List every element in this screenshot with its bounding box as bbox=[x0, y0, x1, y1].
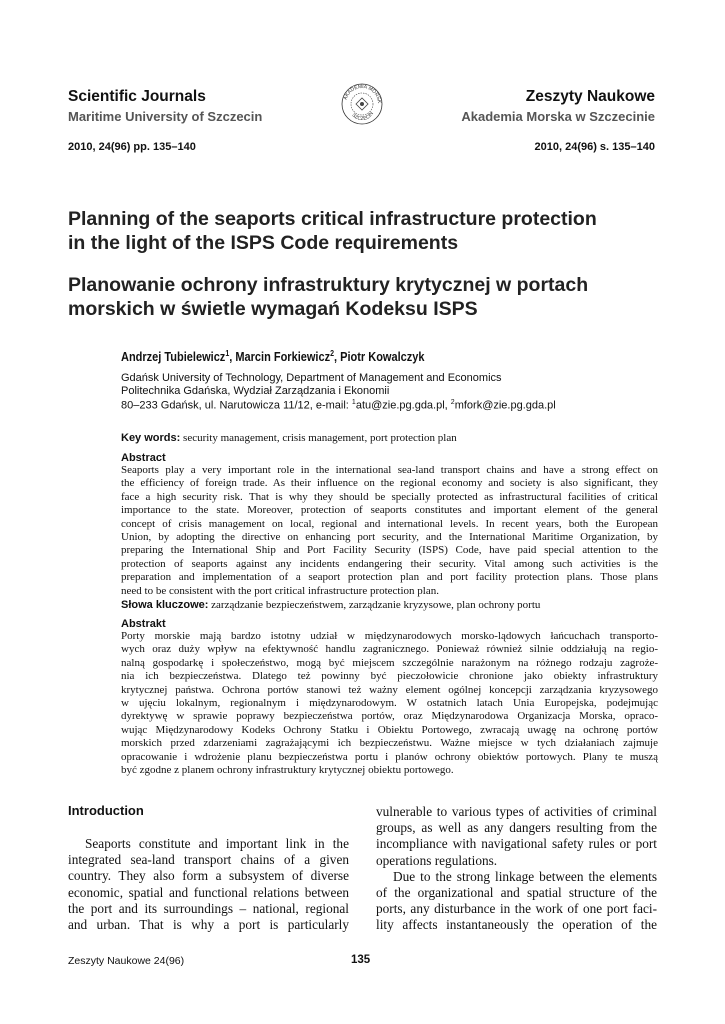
abstrakt-line: krytycznej państwa. Ochrona portów stanowi też ważny element ogólnej koncepcji zarządzania kryzysowego bbox=[121, 683, 658, 696]
author-name: Andrzej Tubielewicz bbox=[121, 350, 226, 365]
paper-title-pl bbox=[68, 273, 658, 321]
authors bbox=[121, 349, 425, 364]
intro-line: vulnerable to various types of activities of criminal bbox=[376, 804, 657, 819]
affiliation bbox=[121, 372, 556, 412]
intro-line: lity affects instantaneously the operation of the bbox=[376, 917, 657, 933]
keywords-pl-text: zarządzanie bezpieczeństwem, zarządzanie kryzysowe, plan ochrony portu bbox=[208, 599, 541, 611]
affiliation-line bbox=[121, 397, 556, 412]
seal-top-text: AKADEMIA MORSK bbox=[342, 83, 383, 104]
author-separator: , bbox=[229, 350, 236, 365]
abstract-line: the efficiency of foreign trade. As their influence on the regional economy and society is also significant, they bbox=[121, 477, 658, 490]
keywords bbox=[121, 432, 457, 444]
affiliation-address: 80–233 Gdańsk, ul. Narutowicza 11/12, e-mail: bbox=[121, 399, 352, 412]
abstrakt-line: morskich przed zdarzeniami zagrażającymi ich bezpieczeństwu. Ważne miejsce w tych działaniach zajmuje bbox=[121, 737, 658, 750]
university-seal bbox=[340, 82, 384, 126]
author-separator: , bbox=[334, 350, 341, 365]
keywords-pl-label: Słowa kluczowe: bbox=[121, 599, 209, 611]
abstrakt-heading: Abstrakt bbox=[121, 618, 166, 630]
abstract-line: protection of seaports against any incidents endangering their security. Vital among such activities is the bbox=[121, 557, 658, 570]
section-heading-introduction: Introduction bbox=[68, 803, 144, 818]
intro-left-column bbox=[68, 836, 349, 933]
title-pl-line: morskich w świetle wymagań Kodeksu ISPS bbox=[68, 298, 478, 320]
email-link[interactable]: atu@zie.pg.gda.pl, bbox=[355, 399, 451, 412]
intro-line: integrated sea-land transport chains of a given bbox=[68, 852, 349, 868]
paper-title-en bbox=[68, 207, 658, 255]
abstrakt-line: Porty morskie mają bardzo istotny udział w międzynarodowych morsko-lądowych łańcuchach transporto- bbox=[121, 630, 658, 642]
abstract-line: Union, by adopting the directive on enhancing port security, and the International Maritime Organization, by bbox=[121, 531, 658, 544]
email-mark: 1 bbox=[351, 399, 356, 406]
page-number: 135 bbox=[351, 954, 371, 966]
intro-line: groups, as well as any dangers resulting from the bbox=[376, 820, 657, 836]
abstract-line: Seaports play a very important role in the international sea-land transport chains and have a strong effect on bbox=[121, 464, 658, 476]
abstrakt-line: wując Międzynarodowy Kodeks Ochrony Statku i Obiektu Portowego, zwracają uwagę na ochronę portów bbox=[121, 723, 658, 736]
abstrakt-line: nia ich bezpieczeństwa. Dlatego też powinny być pieczołowicie chronione jako obiekty infrastruktury bbox=[121, 670, 658, 683]
author-affil-mark: 1 bbox=[225, 349, 230, 358]
intro-line: incompliance with navigational safety rules or port bbox=[376, 836, 657, 852]
author-name: Marcin Forkiewicz bbox=[235, 350, 331, 365]
header-journal-title-en: Scientific Journals bbox=[68, 88, 206, 105]
abstract-line: concept of crisis management on local, regional and international levels. In recent years, both the European bbox=[121, 517, 658, 530]
intro-line: of the organizational and spatial structure of the bbox=[376, 885, 657, 901]
intro-line: operations regulations. bbox=[376, 852, 498, 868]
author-name: Piotr Kowalczyk bbox=[340, 350, 425, 365]
abstract-heading: Abstract bbox=[121, 452, 166, 464]
affiliation-line: Gdańsk University of Technology, Department of Management and Economics bbox=[121, 372, 502, 384]
intro-line: and urban. That is why a port is particularly bbox=[68, 917, 349, 933]
abstract-line: importance to the state. Moreover, protection of seaports constitutes and important element of the general bbox=[121, 504, 658, 517]
title-en-line: Planning of the seaports critical infrastructure protection bbox=[68, 208, 597, 230]
abstrakt-body bbox=[121, 630, 658, 777]
intro-line: Seaports constitute and important link in the bbox=[85, 836, 349, 851]
title-en-line: in the light of the ISPS Code requirements bbox=[68, 232, 459, 254]
email-mark: 2 bbox=[450, 399, 455, 406]
header-publisher-pl: Akademia Morska w Szczecinie bbox=[461, 109, 655, 124]
header-journal-title-pl: Zeszyty Naukowe bbox=[525, 88, 655, 105]
intro-line: Due to the strong linkage between the elements bbox=[393, 868, 657, 884]
seal-bottom-text: SZCZECIN bbox=[350, 110, 376, 123]
keywords-pl bbox=[121, 599, 540, 611]
header-publisher-en: Maritime University of Szczecin bbox=[68, 109, 263, 124]
keywords-text: security management, crisis management, port protection plan bbox=[180, 432, 457, 444]
citation-pl: 2010, 24(96) s. 135–140 bbox=[534, 141, 655, 153]
intro-line: economic, spatial and functional relations between bbox=[68, 884, 349, 900]
abstract-line: preparation and implementation of a seaport protection plan and port facility protection plans. Those plans bbox=[121, 571, 658, 584]
abstrakt-line: być zgodne z planem ochrony infrastruktury krytycznej obiektu portowego. bbox=[121, 764, 454, 777]
intro-line: country. They also form a subsystem of diverse bbox=[68, 868, 349, 884]
footer-journal: Zeszyty Naukowe 24(96) bbox=[68, 955, 185, 967]
abstract-line: need to be consistent with the port critical infrastructure protection plan. bbox=[121, 584, 439, 597]
abstract-body bbox=[121, 464, 658, 598]
intro-right-column bbox=[376, 804, 657, 934]
intro-line: the port and its surroundings – national, regional bbox=[68, 900, 349, 916]
abstract-line: preparing the International Ship and Port Facility Security (ISPS) Code, have paid special attention to the bbox=[121, 544, 658, 557]
citation-en: 2010, 24(96) pp. 135–140 bbox=[68, 141, 196, 153]
svg-text:SZCZECIN bbox=[351, 111, 376, 122]
abstrakt-line: dyrektywę w sprawie poprawy bezpieczeństwa portów, oraz Międzynarodowa Organizacja Morska, opraco- bbox=[121, 710, 658, 723]
keywords-label: Key words: bbox=[121, 432, 181, 444]
intro-line: ports, any disturbance in the work of one port faci- bbox=[376, 901, 657, 917]
abstrakt-line: wych oraz duży wpływ na efektywność handlu zagranicznego. Ponieważ również silnie oddziałują na regio- bbox=[121, 643, 658, 656]
title-pl-line: Planowanie ochrony infrastruktury krytycznej w portach bbox=[68, 274, 589, 296]
abstract-line: face a high security risk. That is why they should be specially protected as infrastructural facilities of critical bbox=[121, 490, 658, 503]
abstrakt-line: nalną gospodarkę i społeczeństwo, mogą być miejscem szczególnie narażonym na różnego rodzaju zagroże- bbox=[121, 656, 658, 669]
abstrakt-line: w ujęciu lokalnym, regionalnym i międzynarodowym. W ostatnich latach Unia Europejska, podejmując bbox=[121, 697, 658, 710]
abstrakt-line: opracowanie i wdrożenie planu bezpieczeństwa portu i planów ochrony obiektów portowych. Plany te muszą bbox=[121, 750, 658, 763]
author-affil-mark: 2 bbox=[330, 349, 335, 358]
affiliation-line: Politechnika Gdańska, Wydział Zarządzania i Ekonomii bbox=[121, 384, 390, 397]
email-link[interactable]: mfork@zie.pg.gda.pl bbox=[454, 399, 556, 412]
